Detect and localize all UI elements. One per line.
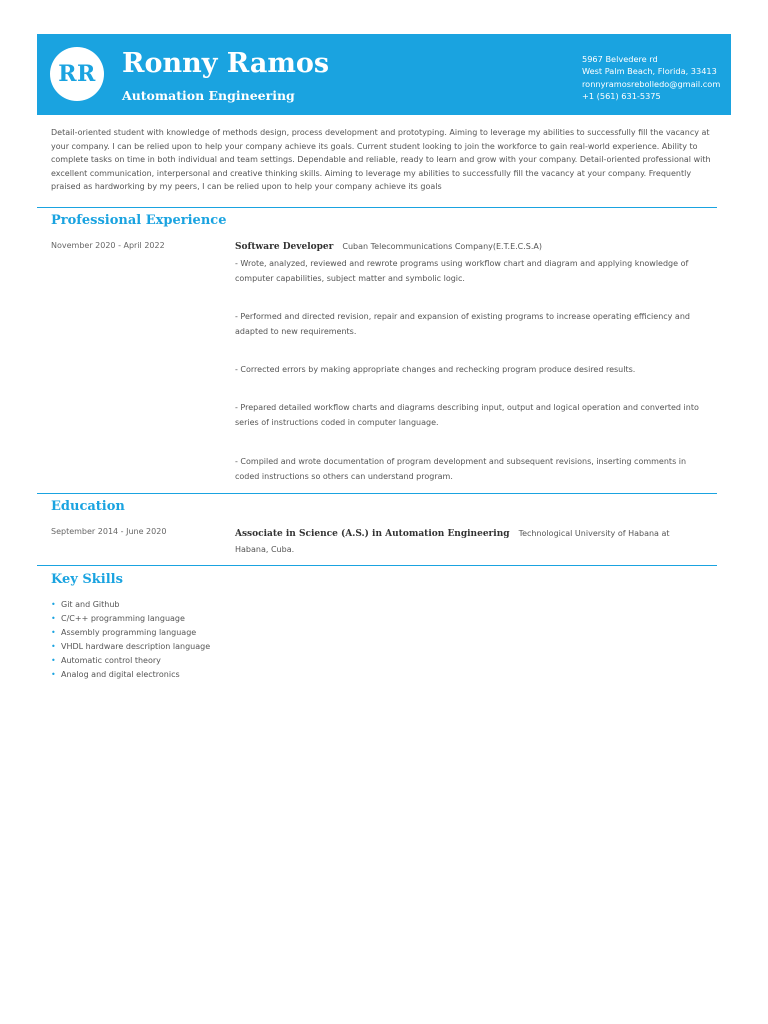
education-date: September 2014 - June 2020 bbox=[51, 527, 167, 536]
education-heading: Education bbox=[51, 499, 125, 514]
candidate-title: Automation Engineering bbox=[122, 88, 295, 103]
bullet-icon: • bbox=[51, 670, 56, 679]
skills-heading: Key Skills bbox=[51, 572, 123, 587]
experience-entry-header bbox=[235, 239, 705, 255]
skill-item: • Automatic control theory bbox=[51, 654, 210, 668]
candidate-name: Ronny Ramos bbox=[122, 48, 330, 79]
bullet-icon: • bbox=[51, 600, 56, 609]
section-divider bbox=[37, 565, 717, 566]
initials-badge: RR bbox=[50, 47, 104, 101]
skill-item: • Git and Github bbox=[51, 598, 210, 612]
skill-item: • Assembly programming language bbox=[51, 626, 210, 640]
education-entry bbox=[235, 526, 705, 557]
experience-date: November 2020 - April 2022 bbox=[51, 241, 165, 250]
experience-bullet-1: - Wrote, analyzed, reviewed and rewrote programs using workflow chart and diagram and applying knowledge of computer capabilities, subject matter and symbolic logic. bbox=[235, 259, 689, 284]
bullet-icon: • bbox=[51, 642, 56, 651]
section-divider bbox=[37, 493, 717, 494]
address-line-1: 5967 Belvedere rd bbox=[582, 54, 658, 64]
skill-item: • Analog and digital electronics bbox=[51, 668, 210, 682]
section-divider bbox=[37, 207, 717, 208]
email-link[interactable]: ronnyramosrebolledo@gmail.com bbox=[582, 78, 721, 89]
skill-item: • VHDL hardware description language bbox=[51, 640, 210, 654]
professional-summary: Detail-oriented student with knowledge of methods design, process development and prototyping. Aiming to leverage my abilities to successfully fill the vacancy at your company. I can be relied upon to help your company achieve its goals. Current student looking to join the workforce to gain real-world experience. Ability to complete tasks on time in both individual and team settings. Dependable and reliable, ready to learn and grow with your company. Detail-oriented professional with excellent communication, interpersonal and creative thinking skills. Aiming to leverage my abilities to successfully fill the vacancy at your company. Frequently praised as hardworking by my peers, I can be relied upon to help your company achieve its goals bbox=[51, 128, 711, 192]
bullet-icon: • bbox=[51, 614, 56, 623]
experience-bullet-5: - Compiled and wrote documentation of program development and subsequent revisions, inserting comments in coded instructions so others can understand program. bbox=[235, 457, 687, 482]
job-title: Software Developer bbox=[235, 242, 334, 252]
address-line-2: West Palm Beach, Florida, 33413 bbox=[582, 66, 717, 77]
resume-header bbox=[37, 34, 731, 115]
skills-list bbox=[51, 598, 210, 682]
phone-number: +1 (561) 631-5375 bbox=[582, 90, 661, 101]
contact-block bbox=[582, 53, 720, 102]
experience-bullet-2: - Performed and directed revision, repair and expansion of existing programs to increase operating efficiency and adapted to new requirements. bbox=[235, 312, 690, 337]
experience-bullet-3: - Corrected errors by making appropriate changes and rechecking program produce desired results. bbox=[235, 365, 636, 374]
skill-item: • C/C++ programming language bbox=[51, 612, 210, 626]
experience-bullet-4: - Prepared detailed workflow charts and diagrams describing input, output and logical operation and converted into series of instructions coded in computer language. bbox=[235, 403, 699, 428]
experience-heading: Professional Experience bbox=[51, 213, 227, 228]
school-name: Technological University of Habana at Habana, Cuba. bbox=[235, 529, 670, 554]
degree-title: Associate in Science (A.S.) in Automation Engineering bbox=[235, 529, 510, 539]
bullet-icon: • bbox=[51, 656, 56, 665]
bullet-icon: • bbox=[51, 628, 56, 637]
company-name: Cuban Telecommunications Company(E.T.E.C.S.A) bbox=[342, 242, 543, 251]
